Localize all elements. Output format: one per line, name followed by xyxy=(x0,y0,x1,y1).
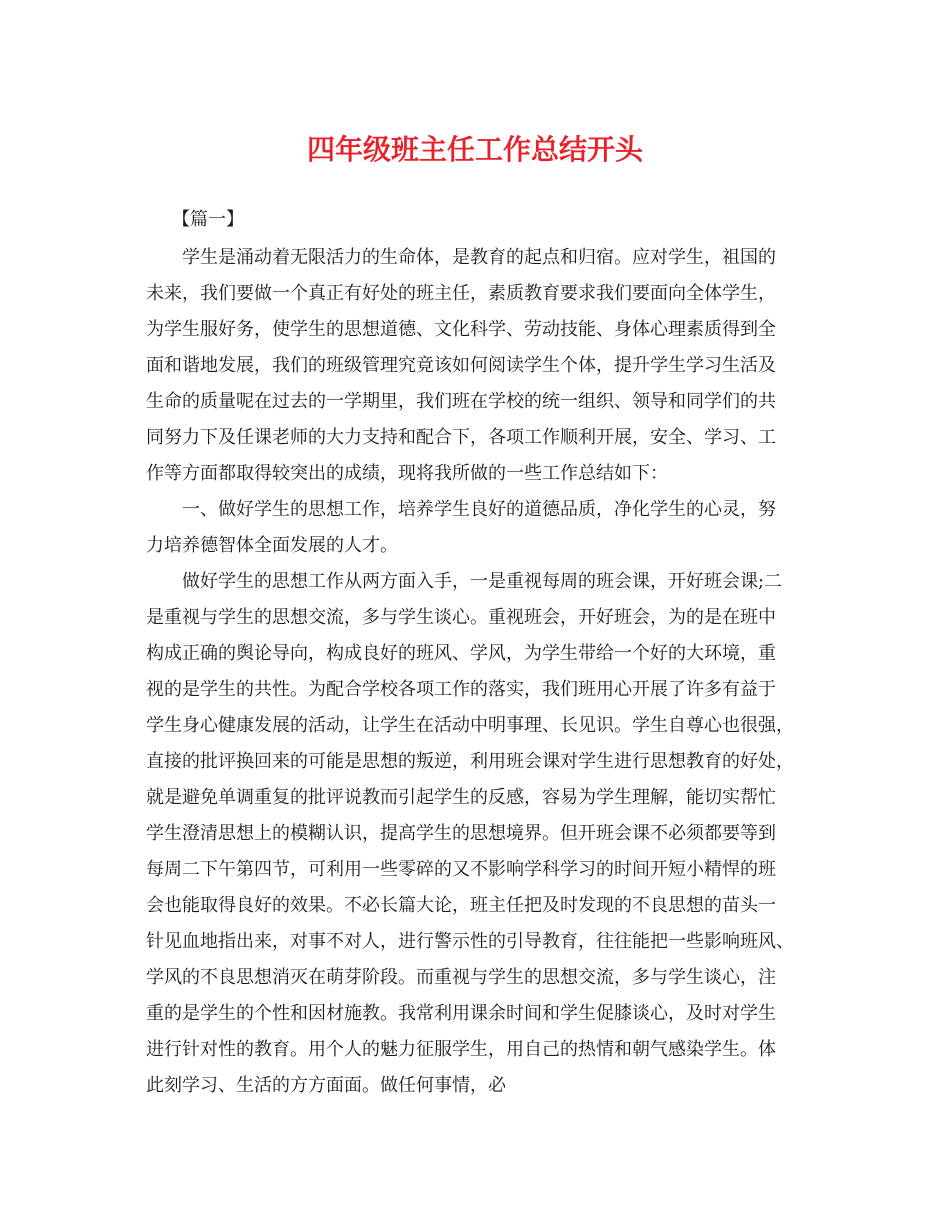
paragraph-line: 学风的不良思想消灭在萌芽阶段。而重视与学生的思想交流，多与学生谈心，注 xyxy=(146,967,776,988)
paragraph-line: 面和谐地发展，我们的班级管理究竟该如何阅读学生个体，提升学生学习生活及 xyxy=(146,355,776,376)
paragraph-line: 学生澄清思想上的模糊认识，提高学生的思想境界。但开班会课不必须都要等到 xyxy=(146,823,776,844)
paragraph-line: 针见血地指出来，对事不对人，进行警示性的引导教育，往往能把一些影响班风、 xyxy=(146,931,794,952)
paragraph-line: 学生是涌动着无限活力的生命体，是教育的起点和归宿。应对学生，祖国的 xyxy=(182,247,776,268)
paragraph-line: 是重视与学生的思想交流，多与学生谈心。重视班会，开好班会，为的是在班中 xyxy=(146,607,776,628)
paragraph-line: 进行针对性的教育。用个人的魅力征服学生，用自己的热情和朝气感染学生。体 xyxy=(146,1039,776,1060)
paragraph-line: 做好学生的思想工作从两方面入手，一是重视每周的班会课，开好班会课;二 xyxy=(182,571,783,592)
paragraph-line: 会也能取得良好的效果。不必长篇大论，班主任把及时发现的不良思想的苗头一 xyxy=(146,895,776,916)
paragraph-line: 一、做好学生的思想工作，培养学生良好的道德品质，净化学生的心灵，努 xyxy=(182,499,776,520)
paragraph-line: 生命的质量呢在过去的一学期里，我们班在学校的统一组织、领导和同学们的共 xyxy=(146,391,776,412)
paragraph-line: 作等方面都取得较突出的成绩，现将我所做的一些工作总结如下： xyxy=(146,463,668,484)
paragraph-line: 学生身心健康发展的活动，让学生在活动中明事理、长见识。学生自尊心也很强， xyxy=(146,715,794,736)
paragraph-line: 为学生服好务，使学生的思想道德、文化科学、劳动技能、身体心理素质得到全 xyxy=(146,319,776,340)
paragraph-line: 同努力下及任课老师的大力支持和配合下，各项工作顺利开展，安全、学习、工 xyxy=(146,427,776,448)
paragraph-line: 未来，我们要做一个真正有好处的班主任，素质教育要求我们要面向全体学生， xyxy=(146,283,776,304)
paragraph-line: 视的是学生的共性。为配合学校各项工作的落实，我们班用心开展了许多有益于 xyxy=(146,679,776,700)
paragraph-line: 重的是学生的个性和因材施教。我常利用课余时间和学生促膝谈心，及时对学生 xyxy=(146,1003,776,1024)
paragraph-line: 构成正确的舆论导向，构成良好的班风、学风，为学生带给一个好的大环境，重 xyxy=(146,643,776,664)
paragraph-line: 此刻学习、生活的方方面面。做任何事情，必 xyxy=(146,1075,506,1096)
document-title: 四年级班主任工作总结开头 xyxy=(306,133,643,166)
paragraph-line: 就是避免单调重复的批评说教而引起学生的反感，容易为学生理解，能切实帮忙 xyxy=(146,787,776,808)
paragraph-line: 直接的批评换回来的可能是思想的叛逆，利用班会课对学生进行思想教育的好处， xyxy=(146,751,794,772)
paragraph-line: 每周二下午第四节，可利用一些零碎的又不影响学科学习的时间开短小精悍的班 xyxy=(146,859,776,880)
section-label: 【篇一】 xyxy=(172,209,244,230)
paragraph-line: 力培养德智体全面发展的人才。 xyxy=(146,535,398,556)
